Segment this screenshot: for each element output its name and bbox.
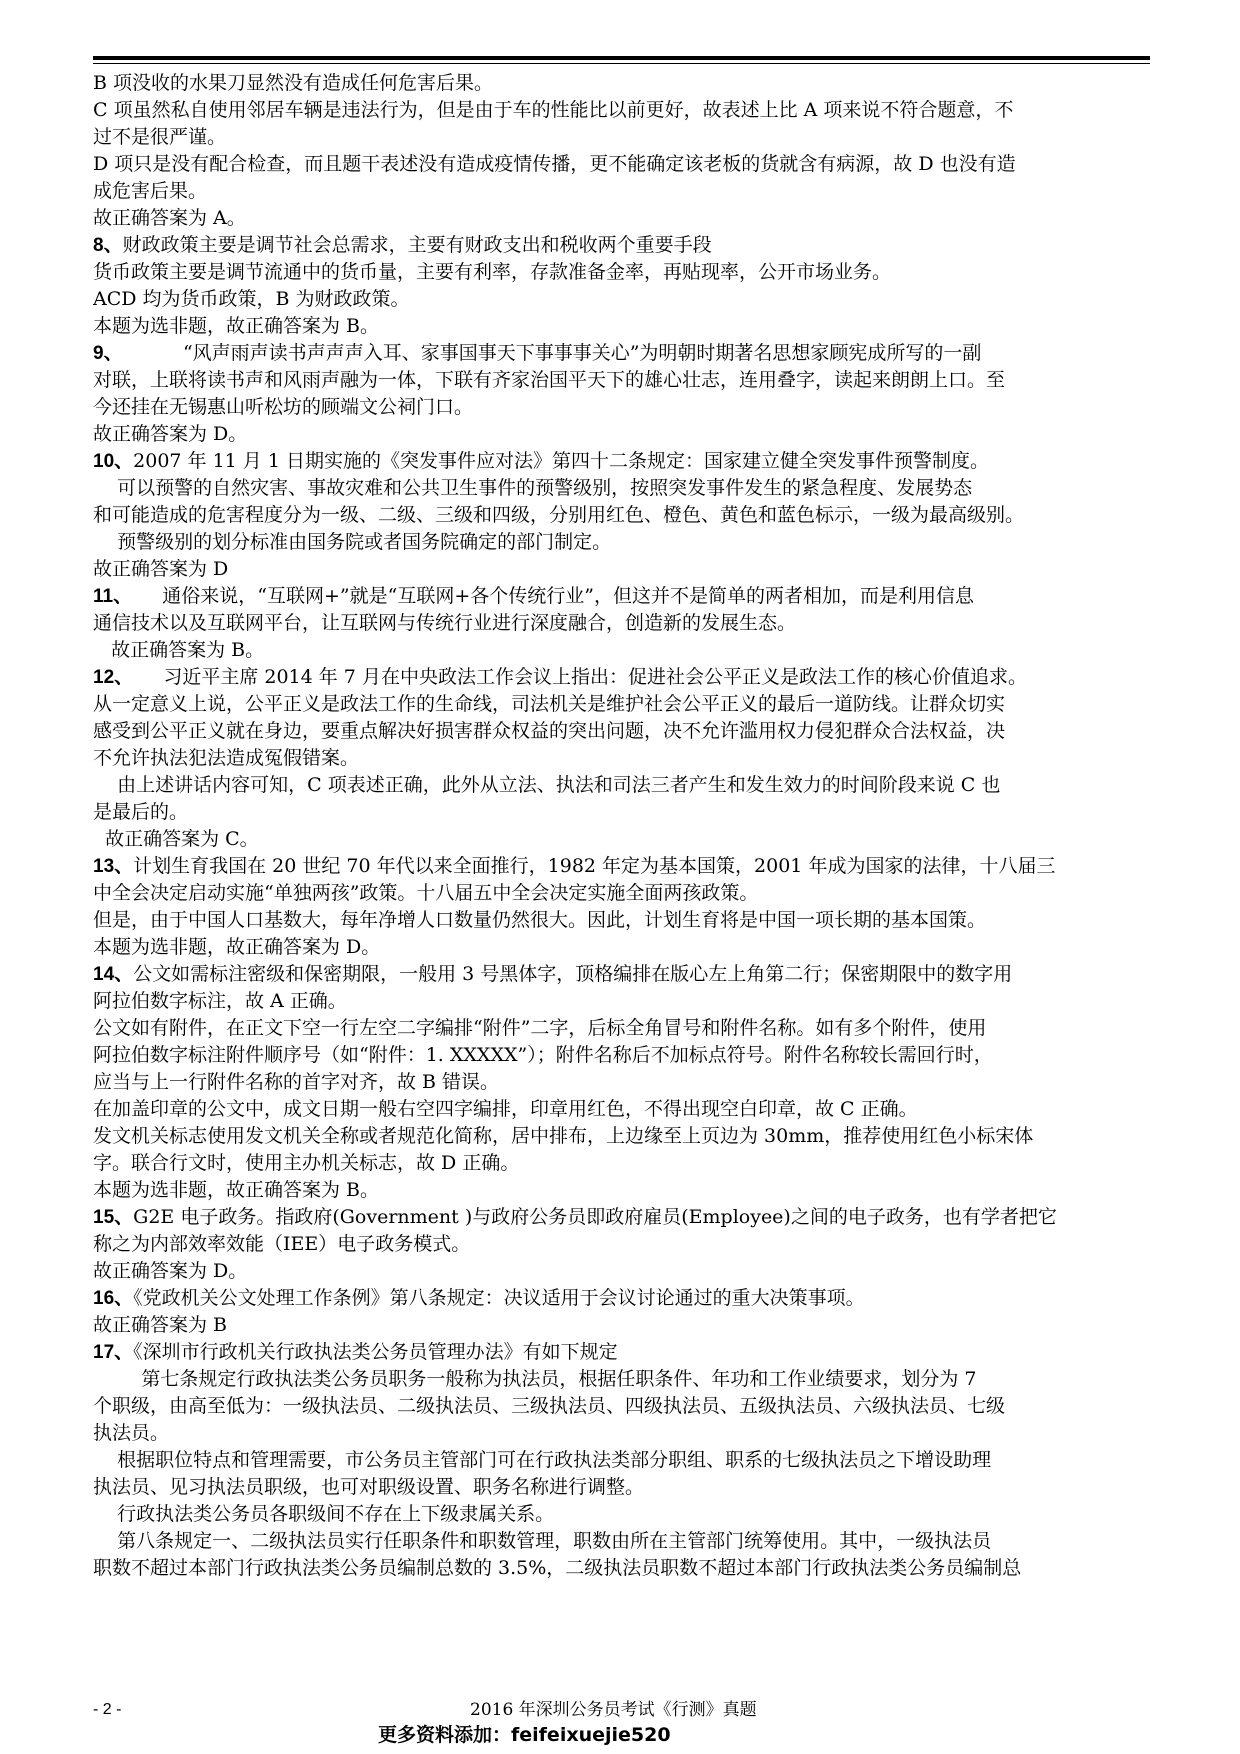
- question-number: 17、: [93, 1342, 134, 1363]
- line-text: C 项虽然私自使用邻居车辆是违法行为，但是由于车的性能比以前更好，故表述上比 A 项来说不符合题意，不: [93, 99, 1014, 121]
- question-number: 16、: [93, 1288, 134, 1309]
- line-text: 故正确答案为 B。: [93, 639, 265, 661]
- question-number: 14、: [93, 964, 134, 985]
- text-line: [93, 1447, 1150, 1474]
- text-line: [93, 178, 1150, 205]
- line-text: 故正确答案为 D。: [93, 1260, 248, 1282]
- line-text: 故正确答案为 B: [93, 1314, 228, 1336]
- line-text: 过不是很严谨。: [93, 126, 227, 148]
- line-text: 今还挂在无锡惠山听松坊的顾端文公祠门口。: [93, 396, 474, 418]
- text-line: [93, 70, 1150, 97]
- text-line: [93, 286, 1150, 313]
- text-line: [93, 1177, 1150, 1204]
- text-line: [93, 1069, 1150, 1096]
- text-line: [93, 1312, 1150, 1339]
- text-line: [93, 232, 1150, 259]
- line-text: 对联，上联将读书声和风雨声融为一体，下联有齐家治国平天下的雄心壮志，连用叠字，读起来朗朗上口。至: [93, 369, 1006, 391]
- text-line: [93, 1366, 1150, 1393]
- text-line: [93, 1258, 1150, 1285]
- text-line: [93, 691, 1150, 718]
- line-text: 感受到公平正义就在身边，要重点解决好损害群众权益的突出问题，决不允许滥用权力侵犯群众合法权益，决: [93, 720, 1006, 742]
- line-text: 计划生育我国在 20 世纪 70 年代以来全面推行，1982 年定为基本国策，2001 年成为国家的法律，十八届三: [133, 855, 1056, 877]
- line-text: 称之为内部效率效能（IEE）电子政务模式。: [93, 1233, 471, 1255]
- line-text: 和可能造成的危害程度分为一级、二级、三级和四级，分别用红色、橙色、黄色和蓝色标示，一级为最高级别。: [93, 504, 1025, 526]
- text-line: [93, 313, 1150, 340]
- line-text: 执法员、见习执法员职级，也可对职级设置、职务名称进行调整。: [93, 1476, 645, 1498]
- text-line: [93, 1015, 1150, 1042]
- text-line: [93, 1474, 1150, 1501]
- line-text: 发文机关标志使用发文机关全称或者规范化简称，居中排布，上边缘至上页边为 30mm，推荐使用红色小标宋体: [93, 1125, 1034, 1147]
- line-text: D 项只是没有配合检查，而且题干表述没有造成疫情传播，更不能确定该老板的货就含有病源，故 D 也没有造: [93, 153, 1016, 175]
- text-line: [93, 583, 1150, 610]
- text-line: [93, 1150, 1150, 1177]
- text-line: [93, 1528, 1150, 1555]
- question-number: 9、: [93, 343, 123, 364]
- question-number: 10、: [93, 451, 134, 472]
- text-line: [93, 772, 1150, 799]
- question-number: 8、: [93, 235, 123, 256]
- text-line: [93, 367, 1150, 394]
- line-text: ACD 均为货币政策，B 为财政政策。: [93, 288, 410, 310]
- document-body: [93, 70, 1150, 1582]
- text-line: [93, 394, 1150, 421]
- text-line: [93, 556, 1150, 583]
- text-line: [93, 421, 1150, 448]
- text-line: [93, 1393, 1150, 1420]
- text-line: [93, 745, 1150, 772]
- line-text: 公文如有附件，在正文下空一行左空二字编排“附件”二字，后标全角冒号和附件名称。如有多个附件，使用: [93, 1017, 987, 1039]
- text-line: [93, 826, 1150, 853]
- text-line: [93, 907, 1150, 934]
- text-line: [93, 799, 1150, 826]
- line-text: 个职级，由高至低为：一级执法员、二级执法员、三级执法员、四级执法员、五级执法员、六级执法员、七级: [93, 1395, 1006, 1417]
- text-line: [93, 718, 1150, 745]
- line-text: “风声雨声读书声声声入耳、家事国事天下事事事关心”为明朝时期著名思想家顾宪成所写的一副: [122, 342, 982, 364]
- text-line: [93, 1420, 1150, 1447]
- line-text: 中全会决定启动实施“单独两孩”政策。十八届五中全会决定实施全面两孩政策。: [93, 882, 759, 904]
- line-text: 2007 年 11 月 1 日期实施的《突发事件应对法》第四十二条规定：国家建立健全突发事件预警制度。: [133, 450, 989, 472]
- text-line: [93, 259, 1150, 286]
- line-text: 应当与上一行附件名称的首字对齐，故 B 错误。: [93, 1071, 500, 1093]
- question-number: 13、: [93, 856, 134, 877]
- text-line: [93, 205, 1150, 232]
- line-text: 成危害后果。: [93, 180, 208, 202]
- question-number: 15、: [93, 1207, 134, 1228]
- text-line: [93, 1042, 1150, 1069]
- line-text: 执法员。: [93, 1422, 170, 1444]
- line-text: 是最后的。: [93, 801, 189, 823]
- line-text: 货币政策主要是调节流通中的货币量，主要有利率，存款准备金率，再贴现率，公开市场业务。: [93, 261, 892, 283]
- question-number: 11、: [93, 586, 133, 607]
- text-line: [93, 529, 1150, 556]
- line-text: 预警级别的划分标准由国务院或者国务院确定的部门制定。: [93, 531, 612, 553]
- line-text: 职数不超过本部门行政执法类公务员编制总数的 3.5%，二级执法员职数不超过本部门行政执法类公务员编制总: [93, 1557, 1022, 1579]
- page-number: - 2 -: [93, 1701, 122, 1718]
- text-line: [93, 448, 1150, 475]
- line-text: 可以预警的自然灾害、事故灾难和公共卫生事件的预警级别，按照突发事件发生的紧急程度、发展势态: [93, 477, 973, 499]
- text-line: [93, 340, 1150, 367]
- line-text: 第八条规定一、二级执法员实行任职条件和职数管理，职数由所在主管部门统筹使用。其中，一级执法员: [93, 1530, 992, 1552]
- text-line: [93, 1501, 1150, 1528]
- line-text: 字。联合行文时，使用主办机关标志，故 D 正确。: [93, 1152, 520, 1174]
- text-line: [93, 637, 1150, 664]
- line-text: 从一定意义上说，公平正义是政法工作的生命线，司法机关是维护社会公平正义的最后一道防线。让群众切实: [93, 693, 1006, 715]
- line-text: 本题为选非题，故正确答案为 B。: [93, 315, 380, 337]
- text-line: [93, 1096, 1150, 1123]
- text-line: [93, 1339, 1150, 1366]
- line-text: 第七条规定行政执法类公务员职务一般称为执法员，根据任职条件、年功和工作业绩要求，划分为 7: [93, 1368, 977, 1390]
- line-text: B 项没收的水果刀显然没有造成任何危害后果。: [93, 72, 494, 94]
- header-rule-thick: [93, 56, 1150, 60]
- text-line: [93, 610, 1150, 637]
- line-text: 《深圳市行政机关行政执法类公务员管理办法》有如下规定: [133, 1341, 618, 1363]
- line-text: 根据职位特点和管理需要，市公务员主管部门可在行政执法类部分职组、职系的七级执法员之下增设助理: [93, 1449, 992, 1471]
- text-line: [93, 1204, 1150, 1231]
- line-text: 《党政机关公文处理工作条例》第八条规定：决议适用于会议讨论通过的重大决策事项。: [133, 1287, 865, 1309]
- line-text: 阿拉伯数字标注附件顺序号（如“附件：1. XXXXX”）；附件名称后不加标点符号。附件名称较长需回行时，: [93, 1044, 993, 1066]
- header-rule-thin: [93, 63, 1150, 64]
- line-text: 故正确答案为 D: [93, 558, 229, 580]
- line-text: 财政政策主要是调节社会总需求，主要有财政支出和税收两个重要手段: [122, 234, 712, 256]
- line-text: 本题为选非题，故正确答案为 B。: [93, 1179, 380, 1201]
- text-line: [93, 880, 1150, 907]
- line-text: 由上述讲话内容可知，C 项表述正确，此外从立法、执法和司法三者产生和发生效力的时间阶段来说 C 也: [93, 774, 1001, 796]
- text-line: [93, 151, 1150, 178]
- line-text: 本题为选非题，故正确答案为 D。: [93, 936, 381, 958]
- line-text: 行政执法类公务员各职级间不存在上下级隶属关系。: [93, 1503, 555, 1525]
- line-text: 故正确答案为 D。: [93, 423, 248, 445]
- text-line: [93, 97, 1150, 124]
- text-line: [93, 988, 1150, 1015]
- text-line: [93, 1285, 1150, 1312]
- text-line: [93, 1555, 1150, 1582]
- text-line: [93, 124, 1150, 151]
- watermark-contact: 更多资料添加：feifeixuejie520: [378, 1724, 671, 1746]
- text-line: [93, 502, 1150, 529]
- line-text: 习近平主席 2014 年 7 月在中央政法工作会议上指出：促进社会公平正义是政法工作的核心价值追求。: [133, 666, 1027, 688]
- line-text: 阿拉伯数字标注，故 A 正确。: [93, 990, 347, 1012]
- line-text: 但是，由于中国人口基数大，每年净增人口数量仍然很大。因此，计划生育将是中国一项长期的基本国策。: [93, 909, 987, 931]
- line-text: 公文如需标注密级和保密期限，一般用 3 号黑体字，顶格编排在版心左上角第二行；保密期限中的数字用: [133, 963, 1013, 985]
- line-text: G2E 电子政务。指政府(Government )与政府公务员即政府雇员(Employee)之间的电子政务，也有学者把它: [133, 1206, 1057, 1228]
- text-line: [93, 934, 1150, 961]
- question-number: 12、: [93, 667, 134, 688]
- text-line: [93, 961, 1150, 988]
- text-line: [93, 664, 1150, 691]
- line-text: 通俗来说，“互联网+”就是“互联网+各个传统行业”，但这并不是简单的两者相加，而是利用信息: [132, 585, 974, 607]
- text-line: [93, 1123, 1150, 1150]
- footer-title: 2016 年深圳公务员考试《行测》真题: [470, 1700, 757, 1720]
- line-text: 不允许执法犯法造成冤假错案。: [93, 747, 360, 769]
- line-text: 故正确答案为 A。: [93, 207, 246, 229]
- text-line: [93, 1231, 1150, 1258]
- line-text: 故正确答案为 C。: [93, 828, 259, 850]
- line-text: 通信技术以及互联网平台，让互联网与传统行业进行深度融合，创造新的发展生态。: [93, 612, 797, 634]
- text-line: [93, 475, 1150, 502]
- text-line: [93, 853, 1150, 880]
- line-text: 在加盖印章的公文中，成文日期一般右空四字编排，印章用红色，不得出现空白印章，故 C 正确。: [93, 1098, 918, 1120]
